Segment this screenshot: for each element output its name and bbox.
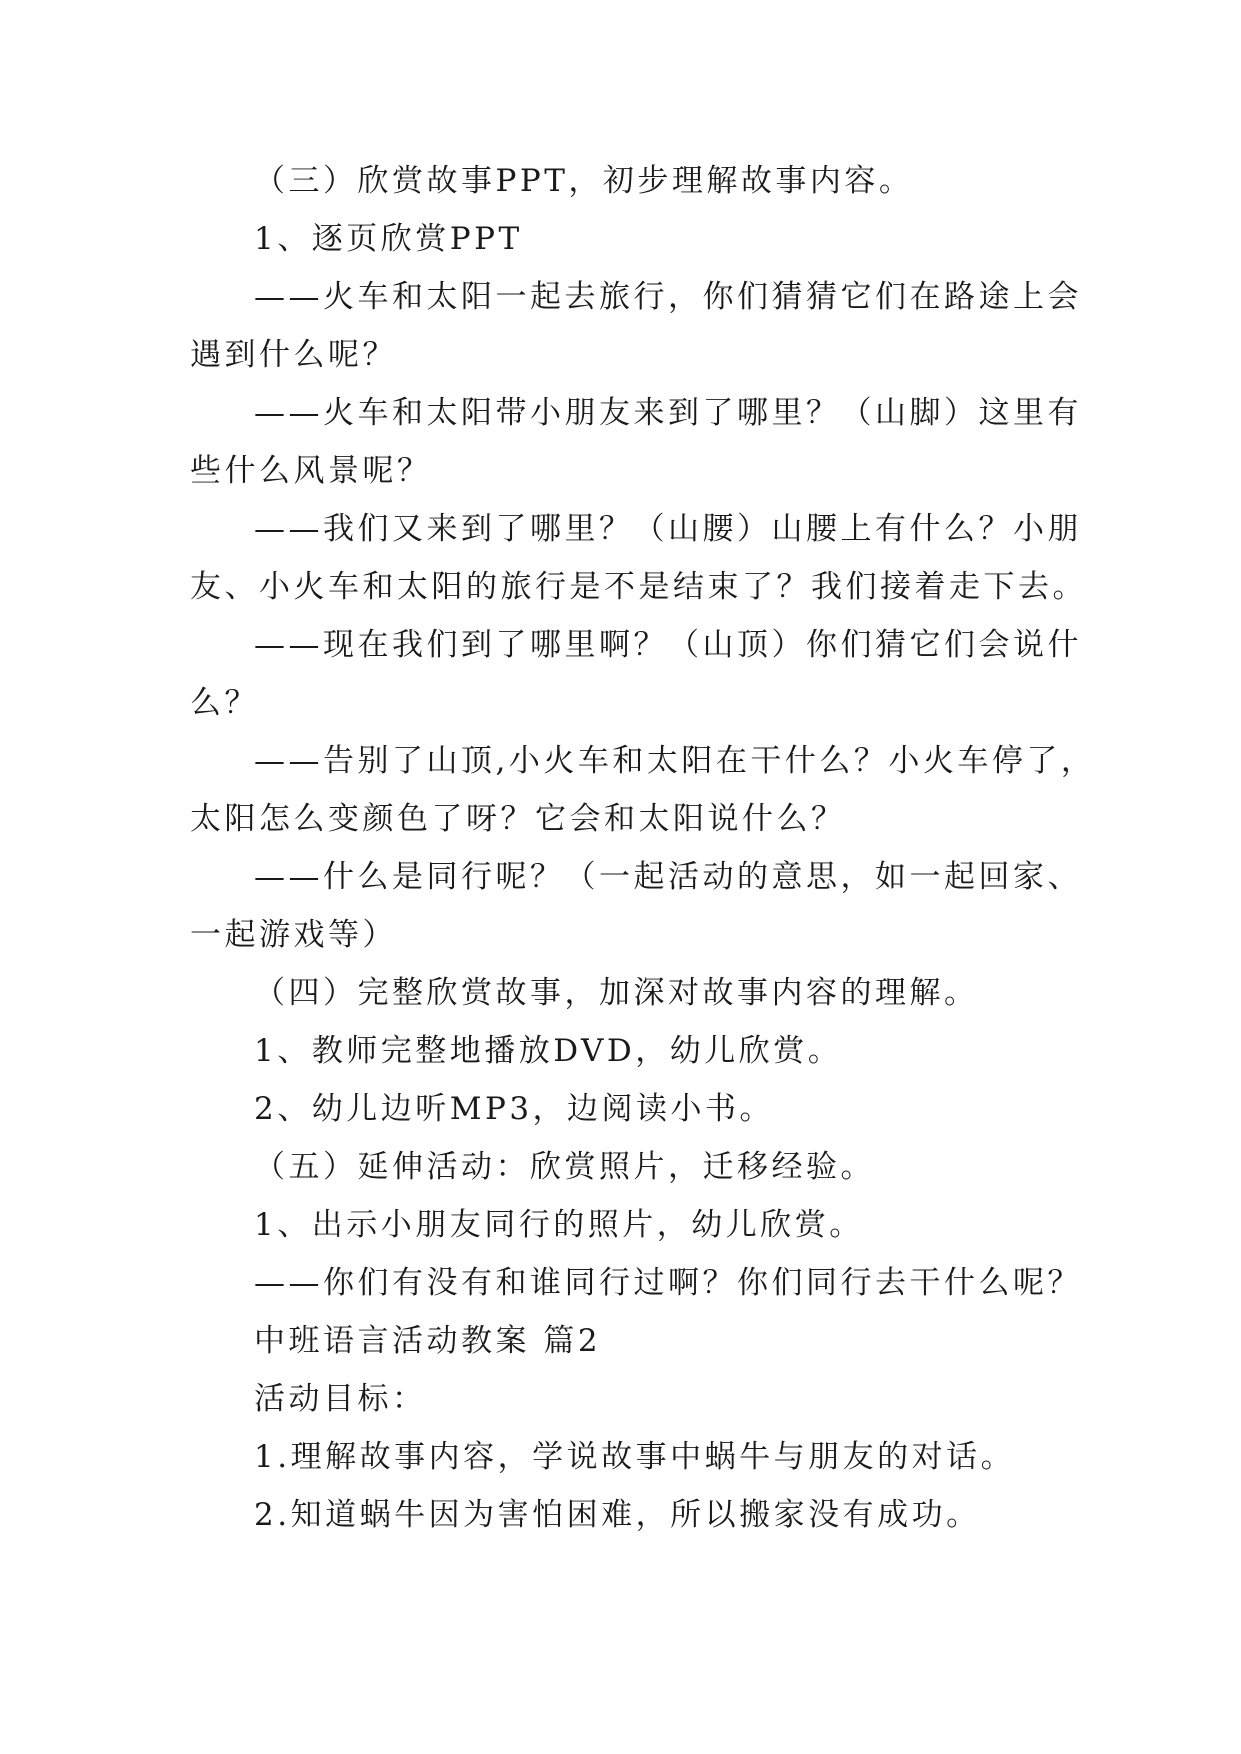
document-line: ——现在我们到了哪里啊？（山顶）你们猜它们会说什 xyxy=(254,627,1082,663)
document-line: 1、逐页欣赏PPT xyxy=(254,221,523,257)
document-line: 些什么风景呢？ xyxy=(190,453,432,489)
document-line: 2.知道蜗牛因为害怕困难，所以搬家没有成功。 xyxy=(254,1497,981,1533)
document-line: （四）完整欣赏故事，加深对故事内容的理解。 xyxy=(254,975,979,1011)
document-line: 太阳怎么变颜色了呀？它会和太阳说什么？ xyxy=(190,801,846,837)
document-line: ——告别了山顶,小火车和太阳在干什么？小火车停了， xyxy=(254,743,1096,779)
document-line: 1、教师完整地播放DVD，幼儿欣赏。 xyxy=(254,1033,843,1069)
document-line: 中班语言活动教案 篇2 xyxy=(254,1323,602,1359)
document-line: ——你们有没有和谁同行过啊？你们同行去干什么呢？ xyxy=(254,1265,1082,1301)
document-line: 活动目标： xyxy=(254,1381,427,1417)
document-line: ——我们又来到了哪里？（山腰）山腰上有什么？小朋 xyxy=(254,511,1082,547)
document-line: 1.理解故事内容，学说故事中蜗牛与朋友的对话。 xyxy=(254,1439,1016,1475)
document-line: 遇到什么呢？ xyxy=(190,337,397,373)
document-line: 么？ xyxy=(190,685,259,721)
document-line: ——火车和太阳带小朋友来到了哪里？（山脚）这里有 xyxy=(254,395,1082,431)
document-line: （三）欣赏故事PPT，初步理解故事内容。 xyxy=(254,163,914,199)
document-line: 友、小火车和太阳的旅行是不是结束了？我们接着走下去。 xyxy=(190,569,1087,605)
document-line: （五）延伸活动：欣赏照片，迁移经验。 xyxy=(254,1149,875,1185)
document-line: ——什么是同行呢？（一起活动的意思，如一起回家、 xyxy=(254,859,1082,895)
document-body xyxy=(190,152,1096,1544)
document-line: ——火车和太阳一起去旅行，你们猜猜它们在路途上会 xyxy=(254,279,1082,315)
document-line: 2、幼儿边听MP3，边阅读小书。 xyxy=(254,1091,775,1127)
document-line: 1、出示小朋友同行的照片，幼儿欣赏。 xyxy=(254,1207,864,1243)
document-line: 一起游戏等） xyxy=(190,917,397,953)
